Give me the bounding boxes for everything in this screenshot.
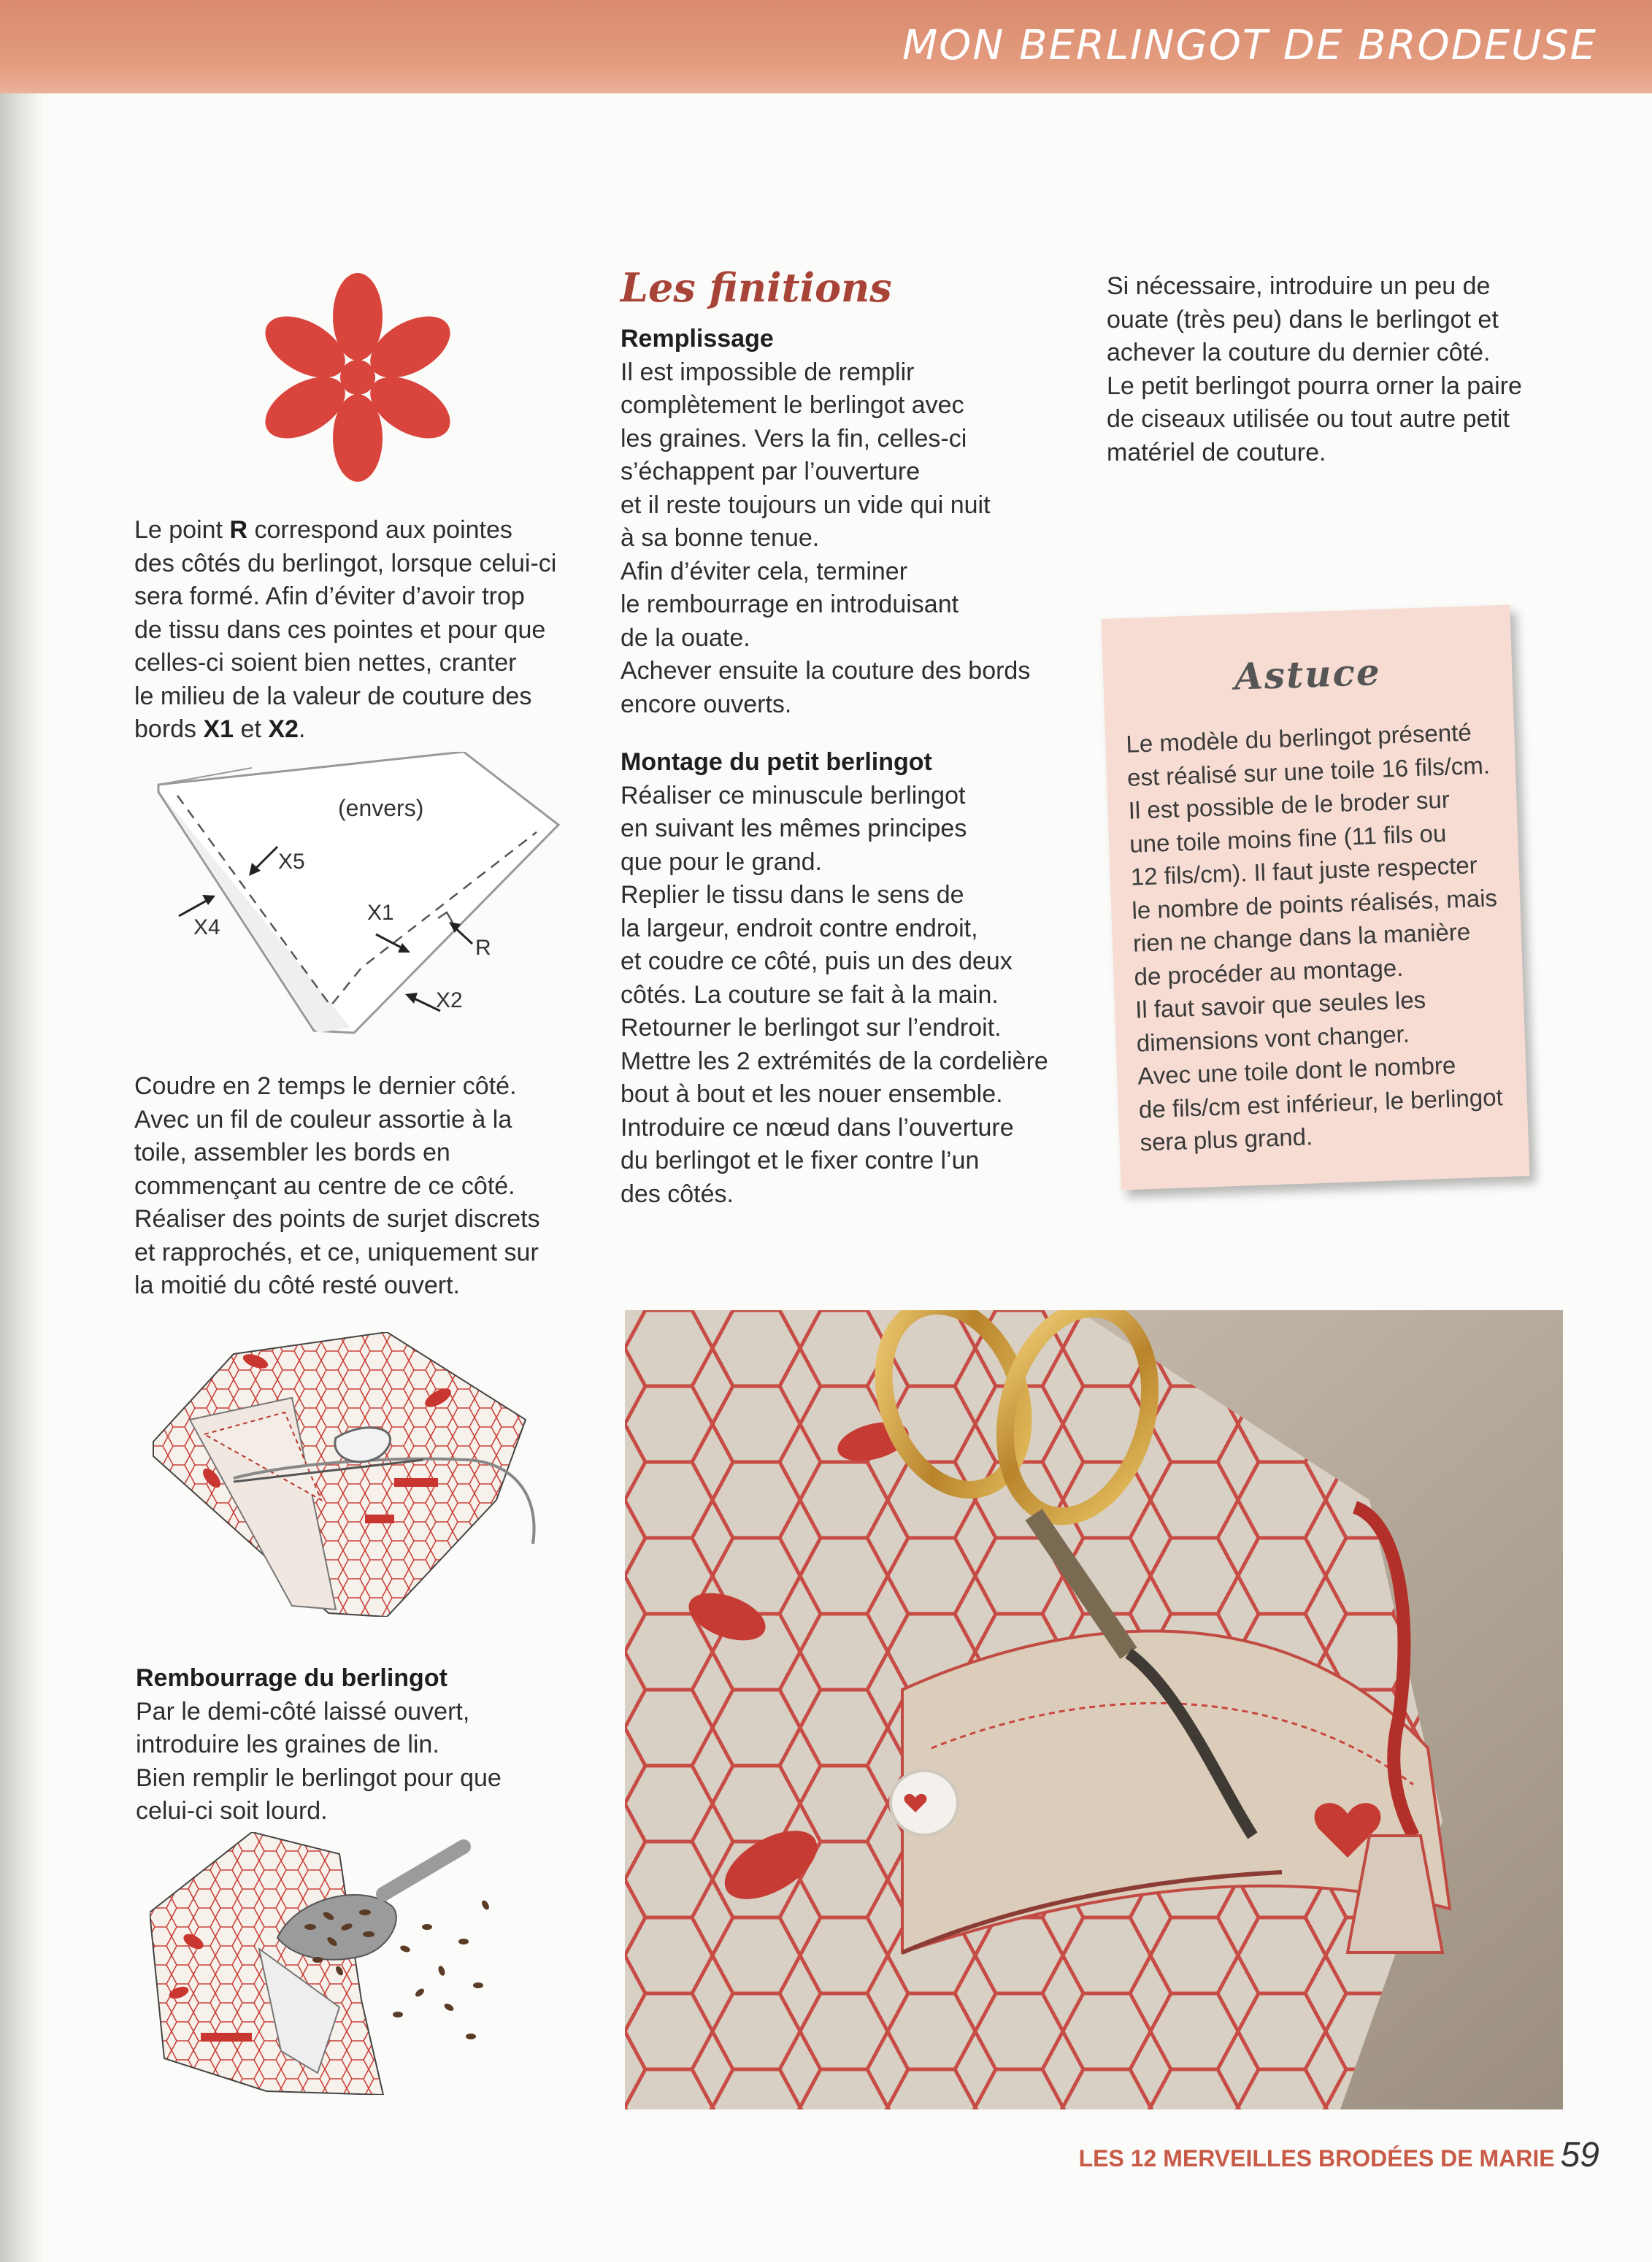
- flower-icon: [259, 264, 456, 491]
- header-title: MON BERLINGOT DE BRODEUSE: [902, 22, 1597, 69]
- diagram-arrow-x2: [405, 993, 440, 1011]
- remplissage-body: Il est impossible de remplir complètement le berlingot avec les graines. Vers la fin, celles-ci s’échappent par l’ouverture et il reste toujours un vide qui nuit à sa bonne tenue. Afin d’éviter cela, terminer le rembourrage en introduisant de la ouate. Achever ensuite la couture des bords encore ouverts.: [621, 358, 1031, 718]
- diagram-label-x1: X1: [367, 901, 394, 925]
- seeds-illustration: [150, 1832, 558, 2095]
- diagram-label-x5: X5: [278, 850, 305, 874]
- footer-title: LES 12 MERVEILLES BRODÉES DE MARIE: [1078, 2145, 1555, 2171]
- bold-label: X2: [268, 715, 299, 743]
- page-header-band: [0, 0, 1652, 93]
- right-column-text: [1107, 270, 1574, 469]
- text-run: Le point: [134, 516, 230, 544]
- astuce-body: Le modèle du berlingot présenté est réalisé sur une toile 16 fils/cm. Il est possible de le broder sur une toile moins fine (11 fils ou 12 fils/cm). Il faut juste respecter le nombre de points réalisés, mais rien ne change dans la manière de procéder au montage. Il faut savoir que seules les dimensions vont changer. Avec une toile dont le nombre de fils/cm est inférieur, le berlingot sera plus grand.: [1125, 718, 1504, 1156]
- photo-illustration: [625, 1310, 1563, 2109]
- remplissage-title: Remplissage: [621, 325, 774, 353]
- left-intro-paragraph: [134, 514, 609, 747]
- bold-label: R: [229, 516, 248, 544]
- sewing-illustration: [146, 1332, 569, 1617]
- left-intro-text: [134, 514, 609, 747]
- diagram-arrow-x4: [179, 895, 215, 916]
- right-column-paragraph: Si nécessaire, introduire un peu de ouate (très peu) dans le berlingot et achever la couture du dernier côté. Le petit berlingot pourra orner la paire de ciseaux utilisée ou tout autre petit matériel de couture.: [1107, 272, 1522, 466]
- diagram-label-x4: X4: [193, 915, 220, 939]
- product-photo: [625, 1310, 1563, 2109]
- astuce-note: [1102, 604, 1530, 1190]
- diagram-label-r: R: [475, 936, 491, 960]
- text-run: .: [298, 715, 306, 743]
- astuce-body-wrap: [1126, 715, 1520, 1159]
- seam-diagram: [142, 752, 566, 1044]
- montage-body: Réaliser ce minuscule berlingot en suivant les mêmes principes que pour le grand. Replier le tissu dans le sens de la largeur, endroit contre endroit, et coudre ce côté, puis un des deux côtés. La couture se fait à la main. Retourner le berlingot sur l’endroit. Mettre les 2 extrémités de la cordelière bout à bout et les nouer ensemble. Introduire ce nœud dans l’ouverture du berlingot et le fixer contre l’un des côtés.: [621, 781, 1048, 1208]
- left-sewing-text: [134, 1070, 609, 1303]
- text-run: correspond aux pointes des côtés du berlingot, lorsque celui-ci sera formé. Afin d’éviter d’avoir trop de tissu dans ces pointes et pour que celles-ci soient bien nettes, cranter le milieu de la valeur de couture des bords: [134, 516, 557, 743]
- page-footer: [1079, 2135, 1599, 2175]
- diagram-label-x2: X2: [436, 988, 463, 1012]
- text-run: et: [234, 715, 269, 743]
- paragraph-spacer: [621, 721, 1110, 746]
- book-gutter-shadow: [0, 0, 44, 2262]
- rembourrage-body: Par le demi-côté laissé ouvert, introduire les graines de lin. Bien remplir le berlingot pour que celui-ci soit lourd.: [136, 1697, 502, 1825]
- bold-label: X1: [203, 715, 234, 743]
- montage-title: Montage du petit berlingot: [621, 748, 932, 776]
- finitions-title: Les finitions: [621, 264, 892, 311]
- finitions-section: [621, 323, 1110, 1211]
- rembourrage-title: Rembourrage du berlingot: [136, 1664, 447, 1692]
- page-number: 59: [1560, 2136, 1599, 2174]
- rembourrage-section: [136, 1662, 610, 1828]
- astuce-title: Astuce: [1234, 650, 1382, 699]
- left-sewing-paragraph: Coudre en 2 temps le dernier côté. Avec un fil de couleur assortie à la toile, assembler les bords en commençant au centre de ce côté. Réaliser des points de surjet discrets et rapprochés, et ce, uniquement sur la moitié du côté resté ouvert.: [134, 1072, 540, 1299]
- diagram-label-envers: (envers): [338, 795, 424, 821]
